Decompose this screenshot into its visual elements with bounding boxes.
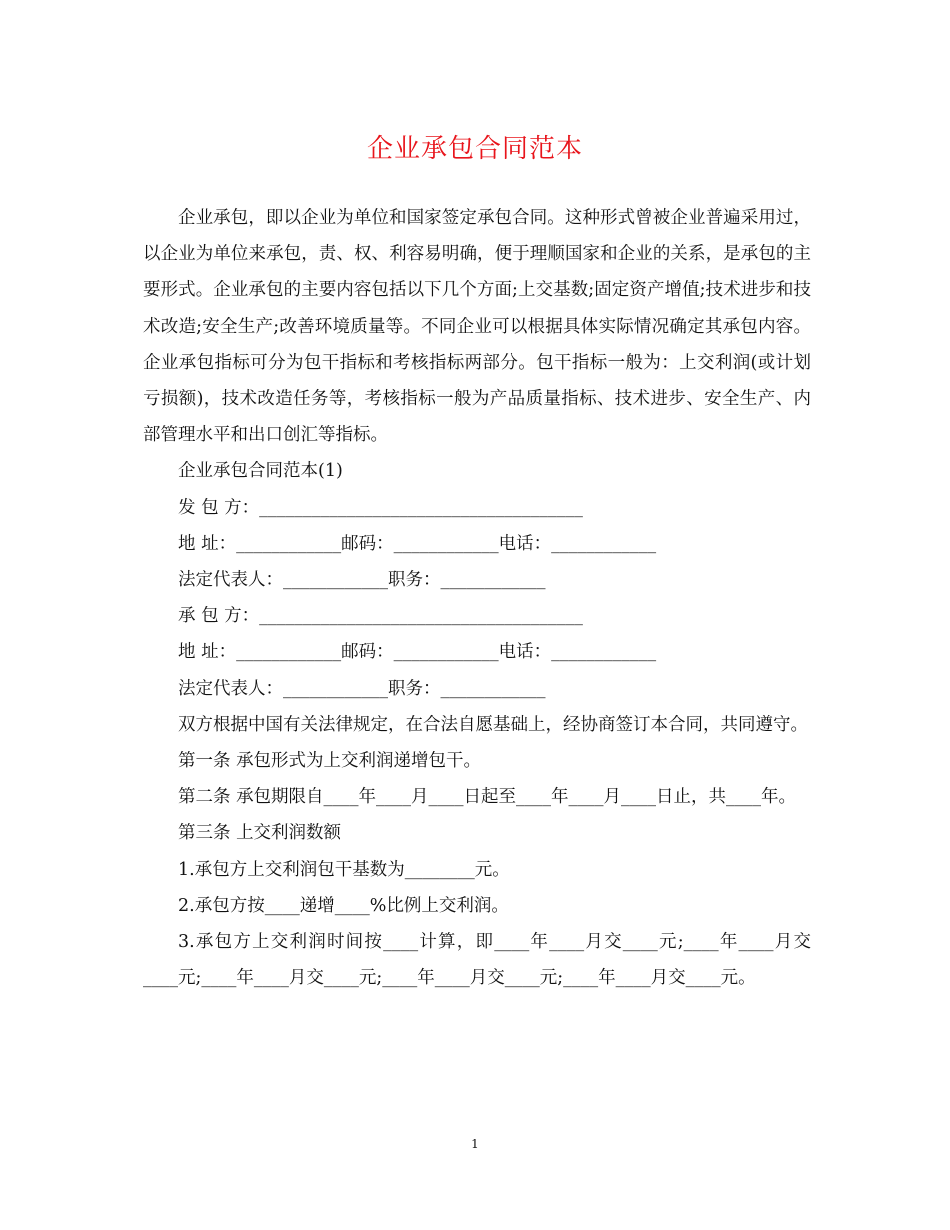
party-a-position: 职务：____________ [388,570,546,591]
article-3-item-3: 3.承包方上交利润时间按____计算，即____年____月交____元;____年____月交____元;____年____月交____元;____年____月交____元;____年____月交____元。 [143,932,811,989]
party-b-phone: 电话：____________ [498,642,657,663]
party-a-contact-line [143,526,811,562]
document-body [143,200,811,996]
article-3-item-1: 1.承包方上交利润包干基数为________元。 [178,859,510,880]
party-b-contact-line [143,634,811,670]
party-a-address: 地 址：____________ [178,533,342,554]
party-b-address: 地 址：____________ [178,642,342,663]
party-a-representative: 法定代表人：____________ [178,570,388,591]
article-3-item-2: 2.承包方按____递增____%比例上交利润。 [178,895,509,916]
party-a-phone: 电话：____________ [498,533,657,554]
party-b-rep-line [143,671,811,707]
party-b-position: 职务：____________ [388,678,546,699]
party-b-postcode: 邮码：____________ [341,642,499,663]
article-2: 第二条 承包期限自____年____月____日起至____年____月____日止，共____年。 [178,787,797,808]
agreement-paragraph: 双方根据中国有关法律规定，在合法自愿基础上，经协商签订本合同，共同遵守。 [178,714,808,735]
party-a-line: 发 包 方：_____________________________________ [178,497,583,518]
party-b-representative: 法定代表人：____________ [178,678,388,699]
intro-paragraph: 企业承包，即以企业为单位和国家签定承包合同。这种形式曾被企业普遍采用过，以企业为单位来承包，责、权、利容易明确，便于理顺国家和企业的关系，是承包的主要形式。企业承包的主要内容包括以下几个方面;上交基数;固定资产增值;技术进步和技术改造;安全生产;改善环境质量等。不同企业可以根据具体实际情况确定其承包内容。企业承包指标可分为包干指标和考核指标两部分。包干指标一般为：上交利润(或计划亏损额)，技术改造任务等，考核指标一般为产品质量指标、技术进步、安全生产、内部管理水平和出口创汇等指标。 [143,208,811,446]
party-a-rep-line [143,562,811,598]
page-number: 1 [471,1137,479,1151]
party-a-postcode: 邮码：____________ [341,533,499,554]
sample-heading: 企业承包合同范本(1) [178,461,343,482]
document-title: 企业承包合同范本 [366,134,583,164]
article-1: 第一条 承包形式为上交利润递增包干。 [178,751,482,772]
article-3: 第三条 上交利润数额 [178,823,342,844]
party-b-line: 承 包 方：_____________________________________ [178,606,583,627]
